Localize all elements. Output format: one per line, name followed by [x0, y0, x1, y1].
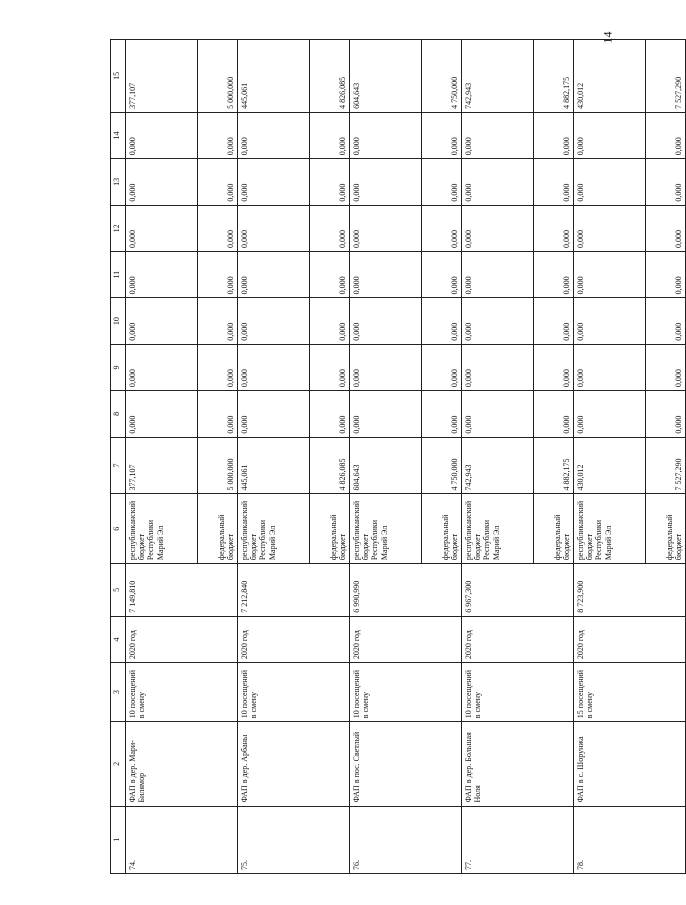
- amount-cell: 0,000: [126, 391, 198, 437]
- header-cell: 8: [111, 391, 126, 437]
- header-cell: 15: [111, 40, 126, 113]
- object-name-cell: ФАП в с. Шорунжа: [574, 722, 686, 806]
- amount-cell: 0,000: [534, 252, 574, 298]
- amount-cell: 0,000: [646, 159, 686, 205]
- capacity-cell: 10 посещений в смену: [126, 663, 238, 722]
- amount-cell: 0,000: [646, 344, 686, 390]
- amount-cell: 0,000: [350, 344, 422, 390]
- amount-cell: 0,000: [462, 205, 534, 251]
- amount-cell: 0,000: [350, 252, 422, 298]
- amount-cell: 0,000: [534, 112, 574, 158]
- cost-cell: 6 990,990: [350, 564, 462, 617]
- year-cell: 2020 год: [238, 616, 350, 662]
- total-cell: 742,943: [462, 40, 534, 113]
- row-number-cell: [126, 806, 238, 873]
- amount-cell: 0,000: [422, 159, 462, 205]
- amount-cell: 0,000: [574, 391, 646, 437]
- amount-cell: 0,000: [422, 391, 462, 437]
- amount-cell: 0,000: [310, 344, 350, 390]
- amount-cell: 0,000: [126, 344, 198, 390]
- amount-cell: 0,000: [422, 298, 462, 344]
- amount-cell: 0,000: [462, 344, 534, 390]
- amount-cell: 0,000: [238, 298, 310, 344]
- total-cell: 7 527,290: [646, 40, 686, 113]
- amount-cell: 0,000: [238, 205, 310, 251]
- row-number: 76.: [352, 860, 361, 870]
- amount-cell: 0,000: [238, 252, 310, 298]
- amount-cell: 0,000: [534, 159, 574, 205]
- amount-cell: 0,000: [462, 159, 534, 205]
- header-cell: 10: [111, 298, 126, 344]
- header-cell: 12: [111, 205, 126, 251]
- funding-source-cell: республиканский бюджет Республики Марий Эл: [126, 494, 198, 564]
- header-cell: 7: [111, 437, 126, 494]
- row-number: 77.: [464, 860, 473, 870]
- row-number-cell: [238, 806, 350, 873]
- amount-cell: 0,000: [646, 112, 686, 158]
- header-cell: 6: [111, 494, 126, 564]
- amount-cell: 0,000: [310, 112, 350, 158]
- table-row: [238, 40, 310, 874]
- amount-cell: 0,000: [462, 112, 534, 158]
- amount-cell: 0,000: [350, 298, 422, 344]
- cost-cell: 7 149,810: [126, 564, 238, 617]
- amount-cell: 0,000: [646, 252, 686, 298]
- amount-cell: 7 527,290: [646, 437, 686, 494]
- budget-table: [110, 39, 686, 874]
- cost-cell: 8 723,900: [574, 564, 686, 617]
- funding-source-cell: федеральный бюджет: [646, 494, 686, 564]
- amount-cell: 0,000: [238, 391, 310, 437]
- capacity-cell: 10 посещений в смену: [350, 663, 462, 722]
- amount-cell: 0,000: [198, 112, 238, 158]
- header-cell: 4: [111, 616, 126, 662]
- row-number: 74.: [128, 860, 137, 870]
- amount-cell: 0,000: [534, 205, 574, 251]
- capacity-cell: 10 посещений в смену: [462, 663, 574, 722]
- amount-cell: 0,000: [574, 344, 646, 390]
- funding-source-cell: федеральный бюджет: [534, 494, 574, 564]
- header-cell: 11: [111, 252, 126, 298]
- cost-cell: 7 212,840: [238, 564, 350, 617]
- amount-cell: 742,943: [462, 437, 534, 494]
- amount-cell: 0,000: [534, 391, 574, 437]
- row-number: 75.: [240, 860, 249, 870]
- amount-cell: 0,000: [126, 159, 198, 205]
- total-cell: 377,107: [126, 40, 198, 113]
- amount-cell: 0,000: [422, 344, 462, 390]
- object-name-cell: ФАП в дер. Мари-Билямор: [126, 722, 238, 806]
- total-cell: 604,643: [350, 40, 422, 113]
- object-name-cell: ФАП в пос. Светлый: [350, 722, 462, 806]
- amount-cell: 0,000: [646, 298, 686, 344]
- header-cell: 5: [111, 564, 126, 617]
- amount-cell: 4 750,000: [422, 437, 462, 494]
- amount-cell: 0,000: [126, 205, 198, 251]
- amount-cell: 377,107: [126, 437, 198, 494]
- amount-cell: 0,000: [462, 252, 534, 298]
- table-row: [350, 40, 422, 874]
- funding-source-cell: федеральный бюджет: [310, 494, 350, 564]
- amount-cell: 0,000: [310, 298, 350, 344]
- object-name-cell: ФАП в дер. Большая Ноля: [462, 722, 574, 806]
- amount-cell: 0,000: [422, 205, 462, 251]
- header-cell: 2: [111, 722, 126, 806]
- table-row: [462, 40, 534, 874]
- row-number-cell: [574, 806, 686, 873]
- amount-cell: 0,000: [310, 159, 350, 205]
- amount-cell: 0,000: [126, 298, 198, 344]
- year-cell: 2020 год: [462, 616, 574, 662]
- header-row: [111, 40, 126, 874]
- object-name-cell: ФАП в дер. Арбаны: [238, 722, 350, 806]
- amount-cell: 0,000: [238, 344, 310, 390]
- funding-source-cell: республиканский бюджет Республики Марий Эл: [574, 494, 646, 564]
- total-cell: 430,012: [574, 40, 646, 113]
- amount-cell: 0,000: [350, 205, 422, 251]
- total-cell: 5 000,000: [198, 40, 238, 113]
- total-cell: 445,061: [238, 40, 310, 113]
- amount-cell: 0,000: [310, 391, 350, 437]
- amount-cell: 0,000: [350, 159, 422, 205]
- amount-cell: 0,000: [574, 112, 646, 158]
- total-cell: 4 750,000: [422, 40, 462, 113]
- amount-cell: 604,643: [350, 437, 422, 494]
- year-cell: 2020 год: [350, 616, 462, 662]
- amount-cell: 0,000: [350, 391, 422, 437]
- capacity-cell: 15 посещений в смену: [574, 663, 686, 722]
- amount-cell: 0,000: [198, 159, 238, 205]
- amount-cell: 0,000: [310, 252, 350, 298]
- amount-cell: 0,000: [126, 112, 198, 158]
- amount-cell: 0,000: [310, 205, 350, 251]
- year-cell: 2020 год: [126, 616, 238, 662]
- amount-cell: 0,000: [534, 344, 574, 390]
- funding-source-cell: республиканский бюджет Республики Марий Эл: [462, 494, 534, 564]
- amount-cell: 0,000: [198, 391, 238, 437]
- table-row: [574, 40, 646, 874]
- amount-cell: 0,000: [350, 112, 422, 158]
- amount-cell: 0,000: [198, 344, 238, 390]
- amount-cell: 0,000: [422, 252, 462, 298]
- row-number: 78.: [576, 860, 585, 870]
- amount-cell: 0,000: [574, 159, 646, 205]
- page-number: 14: [600, 31, 615, 44]
- header-cell: 1: [111, 806, 126, 873]
- header-cell: 13: [111, 159, 126, 205]
- table-row: [126, 40, 198, 874]
- funding-source-cell: республиканский бюджет Республики Марий Эл: [238, 494, 310, 564]
- funding-source-cell: федеральный бюджет: [198, 494, 238, 564]
- amount-cell: 430,012: [574, 437, 646, 494]
- capacity-cell: 10 посещений в смену: [238, 663, 350, 722]
- amount-cell: 445,061: [238, 437, 310, 494]
- amount-cell: 0,000: [574, 298, 646, 344]
- total-cell: 4 826,085: [310, 40, 350, 113]
- amount-cell: 0,000: [198, 298, 238, 344]
- amount-cell: 0,000: [646, 391, 686, 437]
- amount-cell: 0,000: [646, 205, 686, 251]
- amount-cell: 4 882,175: [534, 437, 574, 494]
- cost-cell: 6 967,300: [462, 564, 574, 617]
- amount-cell: 0,000: [126, 252, 198, 298]
- header-cell: 9: [111, 344, 126, 390]
- amount-cell: 0,000: [198, 252, 238, 298]
- funding-source-cell: федеральный бюджет: [422, 494, 462, 564]
- rotated-table-container: [110, 39, 683, 874]
- amount-cell: 0,000: [198, 205, 238, 251]
- funding-source-cell: республиканский бюджет Республики Марий Эл: [350, 494, 422, 564]
- header-cell: 14: [111, 112, 126, 158]
- row-number-cell: [462, 806, 574, 873]
- amount-cell: 0,000: [574, 252, 646, 298]
- amount-cell: 0,000: [462, 391, 534, 437]
- amount-cell: 5 000,000: [198, 437, 238, 494]
- year-cell: 2020 год: [574, 616, 686, 662]
- amount-cell: 0,000: [422, 112, 462, 158]
- total-cell: 4 882,175: [534, 40, 574, 113]
- amount-cell: 0,000: [462, 298, 534, 344]
- row-number-cell: [350, 806, 462, 873]
- amount-cell: 0,000: [574, 205, 646, 251]
- header-cell: 3: [111, 663, 126, 722]
- amount-cell: 0,000: [238, 159, 310, 205]
- amount-cell: 4 826,085: [310, 437, 350, 494]
- amount-cell: 0,000: [238, 112, 310, 158]
- amount-cell: 0,000: [534, 298, 574, 344]
